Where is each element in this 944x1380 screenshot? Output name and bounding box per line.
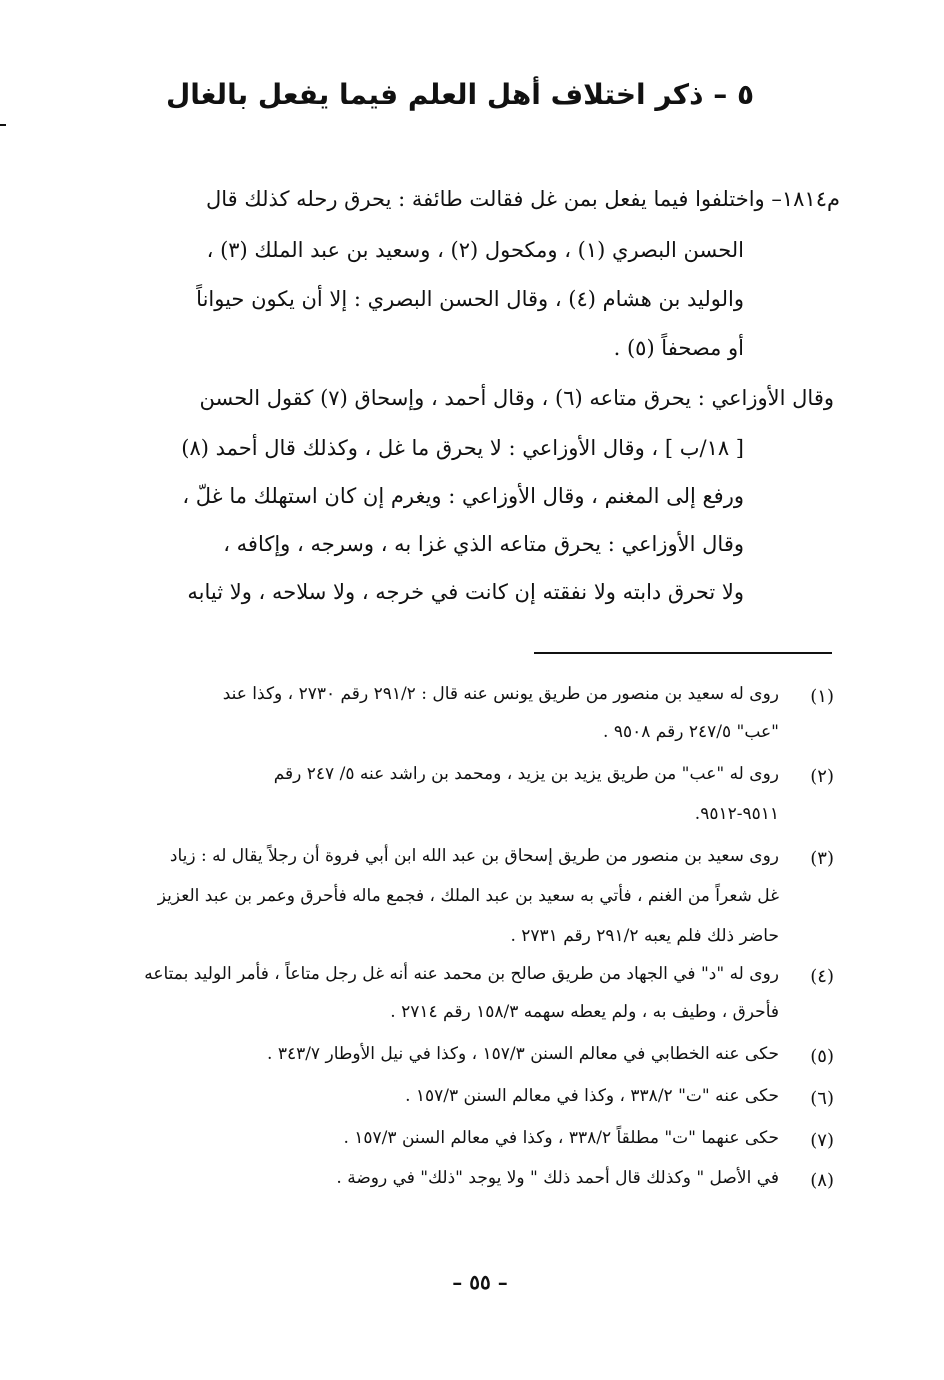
footnote-line: "عب" ٢٤٧/٥ رقم ٩٥٠٨ .	[603, 722, 779, 742]
body-line: أو مصحفاً (٥) .	[613, 336, 744, 360]
footnote-line: روى له "عب" من طريق يزيد بن يزيد ، ومحمد بن راشد عنه ٥/ ٢٤٧ رقم	[273, 764, 779, 784]
footnote-number: (١)	[810, 686, 834, 707]
section-heading: ٥ – ذكر اختلاف أهل العلم فيما يفعل بالغال	[165, 78, 755, 111]
body-line: وقال الأوزاعي : يحرق متاعه الذي غزا به ، وسرجه ، وإكافه ،	[223, 532, 744, 556]
footnote-line: حكى عنهما "ت" مطلقاً ٣٣٨/٢ ، وكذا في معالم السنن ١٥٧/٣ .	[343, 1128, 779, 1148]
footnote-number: (٣)	[810, 848, 834, 869]
footnote-line: حاضر ذلك فلم يعبه ٢٩١/٢ رقم ٢٧٣١ .	[510, 926, 779, 946]
footnote-number: (٥)	[810, 1046, 834, 1067]
footnote-line: حكى عنه الخطابي في معالم السنن ١٥٧/٣ ، وكذا في نيل الأوطار ٣٤٣/٧ .	[267, 1044, 779, 1064]
footnote-line: روى له "د" في الجهاد من طريق صالح بن محمد عنه أنه غل رجل متاعاً ، فأمر الوليد بمتاعه	[144, 964, 779, 984]
footnote-line: في الأصل " وكذلك قال أحمد ذلك " ولا يوجد "ذلك" في روضة .	[336, 1168, 779, 1188]
footnote-line: روى سعيد بن منصور من طريق إسحاق بن عبد الله ابن أبي فروة أن رجلاً يقال له : زياد	[169, 846, 779, 866]
body-line: ورفع إلى المغنم ، وقال الأوزاعي : ويغرم إن كان استهلك ما غلّ ،	[182, 484, 744, 508]
footnote-number: (٧)	[810, 1130, 834, 1151]
footnote-number: (٦)	[810, 1088, 834, 1109]
page-number: – ٥٥ –	[452, 1270, 508, 1294]
body-line: [ ١٨/ب ] ، وقال الأوزاعي : لا يحرق ما غل ، وكذلك قال أحمد (٨)	[181, 436, 744, 460]
body-line: م١٨١٤– واختلفوا فيما يفعل بمن غل فقالت طائفة : يحرق رحله كذلك قال	[206, 187, 840, 211]
body-line: والوليد بن هشام (٤) ، وقال الحسن البصري : إلا أن يكون حيواناً	[196, 287, 744, 311]
footnote-line: ٩٥١١-٩٥١٢.	[694, 804, 779, 824]
body-line: وقال الأوزاعي : يحرق متاعه (٦) ، وقال أحمد ، وإسحاق (٧) كقول الحسن	[199, 386, 834, 410]
scan-edge-mark	[0, 124, 6, 126]
footnote-separator	[534, 652, 832, 654]
footnote-number: (٤)	[810, 966, 834, 987]
body-line: الحسن البصري (١) ، ومكحول (٢) ، وسعيد بن عبد الملك (٣) ،	[206, 238, 744, 262]
body-line: ولا تحرق دابته ولا نفقته إن كانت في خرجه ، ولا سلاحه ، ولا ثيابه	[187, 580, 744, 604]
footnote-number: (٢)	[810, 766, 834, 787]
footnote-line: فأحرق ، وطيف به ، ولم يعطه سهمه ١٥٨/٣ رقم ٢٧١٤ .	[390, 1002, 779, 1022]
footnote-line: غل شعراً من الغنم ، فأتي به سعيد بن عبد الملك ، فجمع ماله فأحرق وعمر بن عبد العزيز	[157, 886, 779, 906]
footnote-line: روى له سعيد بن منصور من طريق يونس عنه قال : ٢٩١/٢ رقم ٢٧٣٠ ، وكذا عند	[222, 684, 779, 704]
footnote-line: حكى عنه "ت" ٣٣٨/٢ ، وكذا في معالم السنن ١٥٧/٣ .	[405, 1086, 779, 1106]
footnote-number: (٨)	[810, 1170, 834, 1191]
